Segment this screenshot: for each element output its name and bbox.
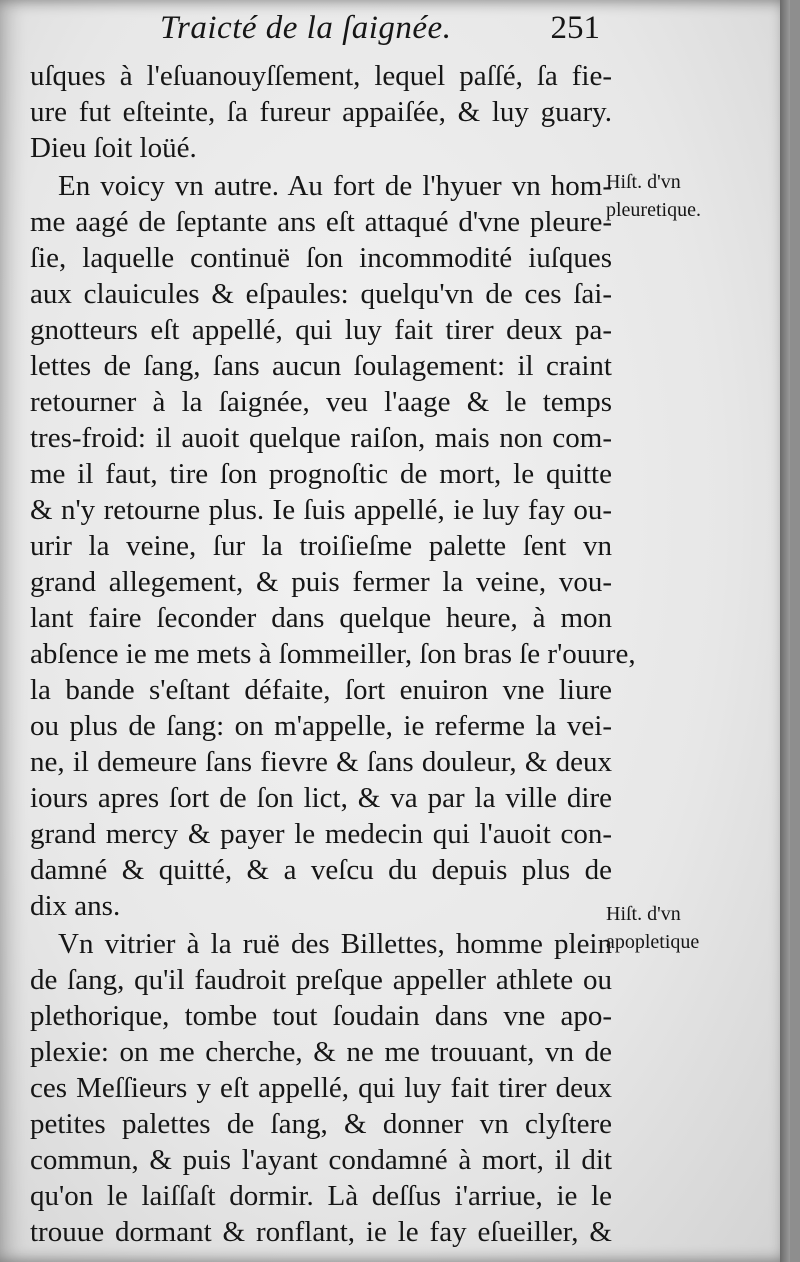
page-number: 251 <box>550 10 600 46</box>
text-line: commun, & puis l'ayant condamné à mort, il dit <box>30 1144 612 1176</box>
margin-note-line: Hiſt. d'vn <box>606 171 681 193</box>
text-line: la bande s'eſtant défaite, ſort enuiron vne liure <box>30 674 612 706</box>
text-line: grand allegement, & puis fermer la veine, vou- <box>30 566 612 598</box>
text-line: me aagé de ſeptante ans eſt attaqué d'vne pleure- <box>30 206 612 238</box>
text-line: & n'y retourne plus. Ie ſuis appellé, ie luy fay ou- <box>30 494 612 526</box>
margin-note-apopletique <box>606 900 756 956</box>
text-line: lant faire ſeconder dans quelque heure, à mon <box>30 602 612 634</box>
text-line: ces Meſſieurs y eſt appellé, qui luy fait tirer deux <box>30 1072 612 1104</box>
text-line: urir la veine, ſur la troiſieſme palette ſent vn <box>30 530 612 562</box>
text-line: uſques à l'eſuanouyſſement, lequel paſſé, ſa fie- <box>30 60 612 92</box>
text-line: ou plus de ſang: on m'appelle, ie referme la vei- <box>30 710 612 742</box>
text-line: me il faut, tire ſon prognoſtic de mort, le quitte <box>30 458 612 490</box>
text-line: ne, il demeure ſans fievre & ſans douleur, & deux <box>30 746 612 778</box>
text-line: ure fut eſteinte, ſa fureur appaiſée, & luy guary. <box>30 96 612 128</box>
page-edge-shadow <box>780 0 790 1262</box>
margin-note-pleuretique <box>606 168 756 224</box>
text-line: retourner à la ſaignée, veu l'aage & le temps <box>30 386 612 418</box>
margin-note-line: apopletique <box>606 931 700 953</box>
text-line: En voicy vn autre. Au fort de l'hyuer vn hom- <box>58 170 612 202</box>
body-text <box>30 58 636 1250</box>
text-line: iours apres ſort de ſon lict, & va par la ville dire <box>30 782 612 814</box>
text-line: qu'on le laiſſaſt dormir. Là deſſus i'arriue, ie le <box>30 1180 612 1212</box>
margin-note-line: Hiſt. d'vn <box>606 903 681 925</box>
running-title: Traicté de la ſaignée. <box>160 10 452 46</box>
text-line: dix ans. <box>30 890 121 922</box>
text-line: gnotteurs eſt appellé, qui luy fait tirer deux pa- <box>30 314 612 346</box>
text-line: damné & quitté, & a veſcu du depuis plus de <box>30 854 612 886</box>
text-line: tres-froid: il auoit quelque raiſon, mais non com- <box>30 422 612 454</box>
text-line: trouue dormant & ronflant, ie le fay eſueiller, & <box>30 1216 612 1248</box>
text-line: petites palettes de ſang, & donner vn clyſtere <box>30 1108 612 1140</box>
text-line: grand mercy & payer le medecin qui l'auoit con- <box>30 818 612 850</box>
text-line: Dieu ſoit loüé. <box>30 132 197 164</box>
text-line: plethorique, tombe tout ſoudain dans vne apo- <box>30 1000 612 1032</box>
margin-note-line: pleuretique. <box>606 199 701 221</box>
text-line: Vn vitrier à la ruë des Billettes, homme plein <box>58 928 612 960</box>
text-line: de ſang, qu'il faudroit preſque appeller athlete ou <box>30 964 612 996</box>
text-line: aux clauicules & eſpaules: quelqu'vn de ces ſai- <box>30 278 612 310</box>
text-line: plexie: on me cherche, & ne me trouuant, vn de <box>30 1036 612 1068</box>
text-line: abſence ie me mets à ſommeiller, ſon bras ſe r'ouure, <box>30 638 636 670</box>
text-line: ſie, laquelle continuë ſon incommodité iuſques <box>30 242 612 274</box>
text-line: lettes de ſang, ſans aucun ſoulagement: il craint <box>30 350 612 382</box>
page-header <box>160 10 600 54</box>
